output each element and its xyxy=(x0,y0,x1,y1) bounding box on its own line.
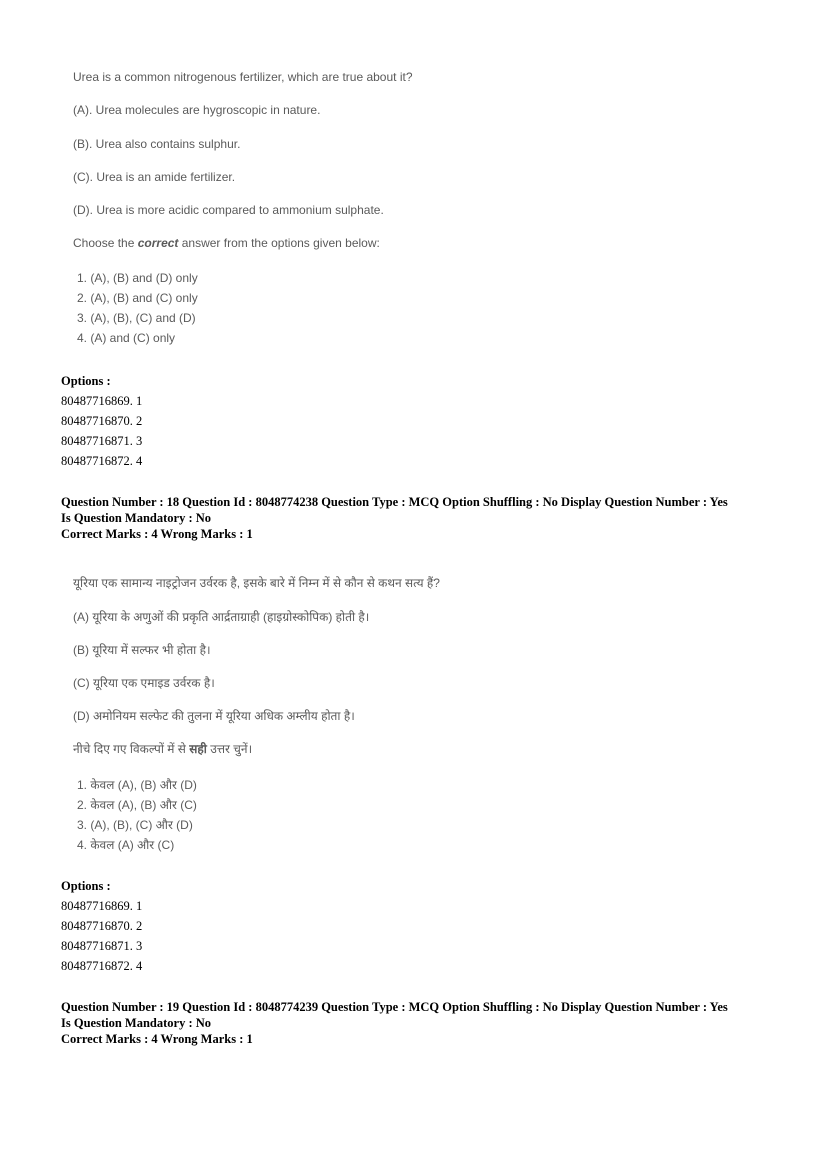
statement-b: (B). Urea also contains sulphur. xyxy=(73,137,241,151)
option-item: 80487716871. 3 xyxy=(61,434,143,448)
meta-line-3: Correct Marks : 4 Wrong Marks : 1 xyxy=(61,527,253,541)
instruction-pre: नीचे दिए गए विकल्पों में से xyxy=(73,742,190,756)
options-list-q18 xyxy=(61,876,142,976)
question-text: यूरिया एक सामान्य नाइट्रोजन उर्वरक है, इसके बारे में निम्न में से कौन से कथन सत्य हैं? xyxy=(73,576,440,590)
statement-a: (A). Urea molecules are hygroscopic in nature. xyxy=(73,103,321,117)
statement-b: (B) यूरिया में सल्फर भी होता है। xyxy=(73,643,211,657)
statement-c: (C) यूरिया एक एमाइड उर्वरक है। xyxy=(73,676,215,690)
choice-1: 1. (A), (B) and (D) only xyxy=(77,271,198,285)
statement-a: (A) यूरिया के अणुओं की प्रकृति आर्द्रताग्राही (हाइग्रोस्कोपिक) होती है। xyxy=(73,610,370,624)
choice-2: 2. केवल (A), (B) और (C) xyxy=(77,798,197,812)
option-item: 80487716872. 4 xyxy=(61,959,143,973)
options-label: Options : xyxy=(61,374,111,388)
meta-line-2: Is Question Mandatory : No xyxy=(61,511,212,525)
choice-3: 3. (A), (B), (C) और (D) xyxy=(77,818,193,832)
option-item: 80487716869. 1 xyxy=(61,394,143,408)
options-list-q17 xyxy=(61,371,142,471)
question-meta-19 xyxy=(61,999,728,1047)
question-meta-18 xyxy=(61,494,728,542)
options-label: Options : xyxy=(61,879,111,893)
option-item: 80487716872. 4 xyxy=(61,454,143,468)
choice-3: 3. (A), (B), (C) and (D) xyxy=(77,311,196,325)
question-text: Urea is a common nitrogenous fertilizer, which are true about it? xyxy=(73,70,413,84)
meta-line-3: Correct Marks : 4 Wrong Marks : 1 xyxy=(61,1032,253,1046)
instruction-post: उत्तर चुनें। xyxy=(206,742,253,756)
option-item: 80487716871. 3 xyxy=(61,939,143,953)
choice-4: 4. (A) and (C) only xyxy=(77,331,176,345)
statement-d: (D). Urea is more acidic compared to ammonium sulphate. xyxy=(73,203,384,217)
instruction xyxy=(73,740,252,757)
choice-4: 4. केवल (A) और (C) xyxy=(77,838,175,852)
statement-c: (C). Urea is an amide fertilizer. xyxy=(73,170,236,184)
instruction-emphasis: सही xyxy=(189,742,207,756)
choice-2: 2. (A), (B) and (C) only xyxy=(77,291,198,305)
option-item: 80487716869. 1 xyxy=(61,899,143,913)
meta-line-1: Question Number : 19 Question Id : 8048774239 Question Type : MCQ Option Shuffling : No Display Question Number : Yes xyxy=(61,1000,728,1014)
statement-d: (D) अमोनियम सल्फेट की तुलना में यूरिया अधिक अम्लीय होता है। xyxy=(73,709,355,723)
instruction-post: answer from the options given below: xyxy=(178,236,380,250)
option-item: 80487716870. 2 xyxy=(61,414,143,428)
meta-line-2: Is Question Mandatory : No xyxy=(61,1016,212,1030)
choice-1: 1. केवल (A), (B) और (D) xyxy=(77,778,197,792)
meta-line-1: Question Number : 18 Question Id : 8048774238 Question Type : MCQ Option Shuffling : No Display Question Number : Yes xyxy=(61,495,728,509)
instruction-pre: Choose the xyxy=(73,236,138,250)
option-item: 80487716870. 2 xyxy=(61,919,143,933)
instruction-emphasis: correct xyxy=(137,236,179,250)
instruction xyxy=(73,236,380,250)
